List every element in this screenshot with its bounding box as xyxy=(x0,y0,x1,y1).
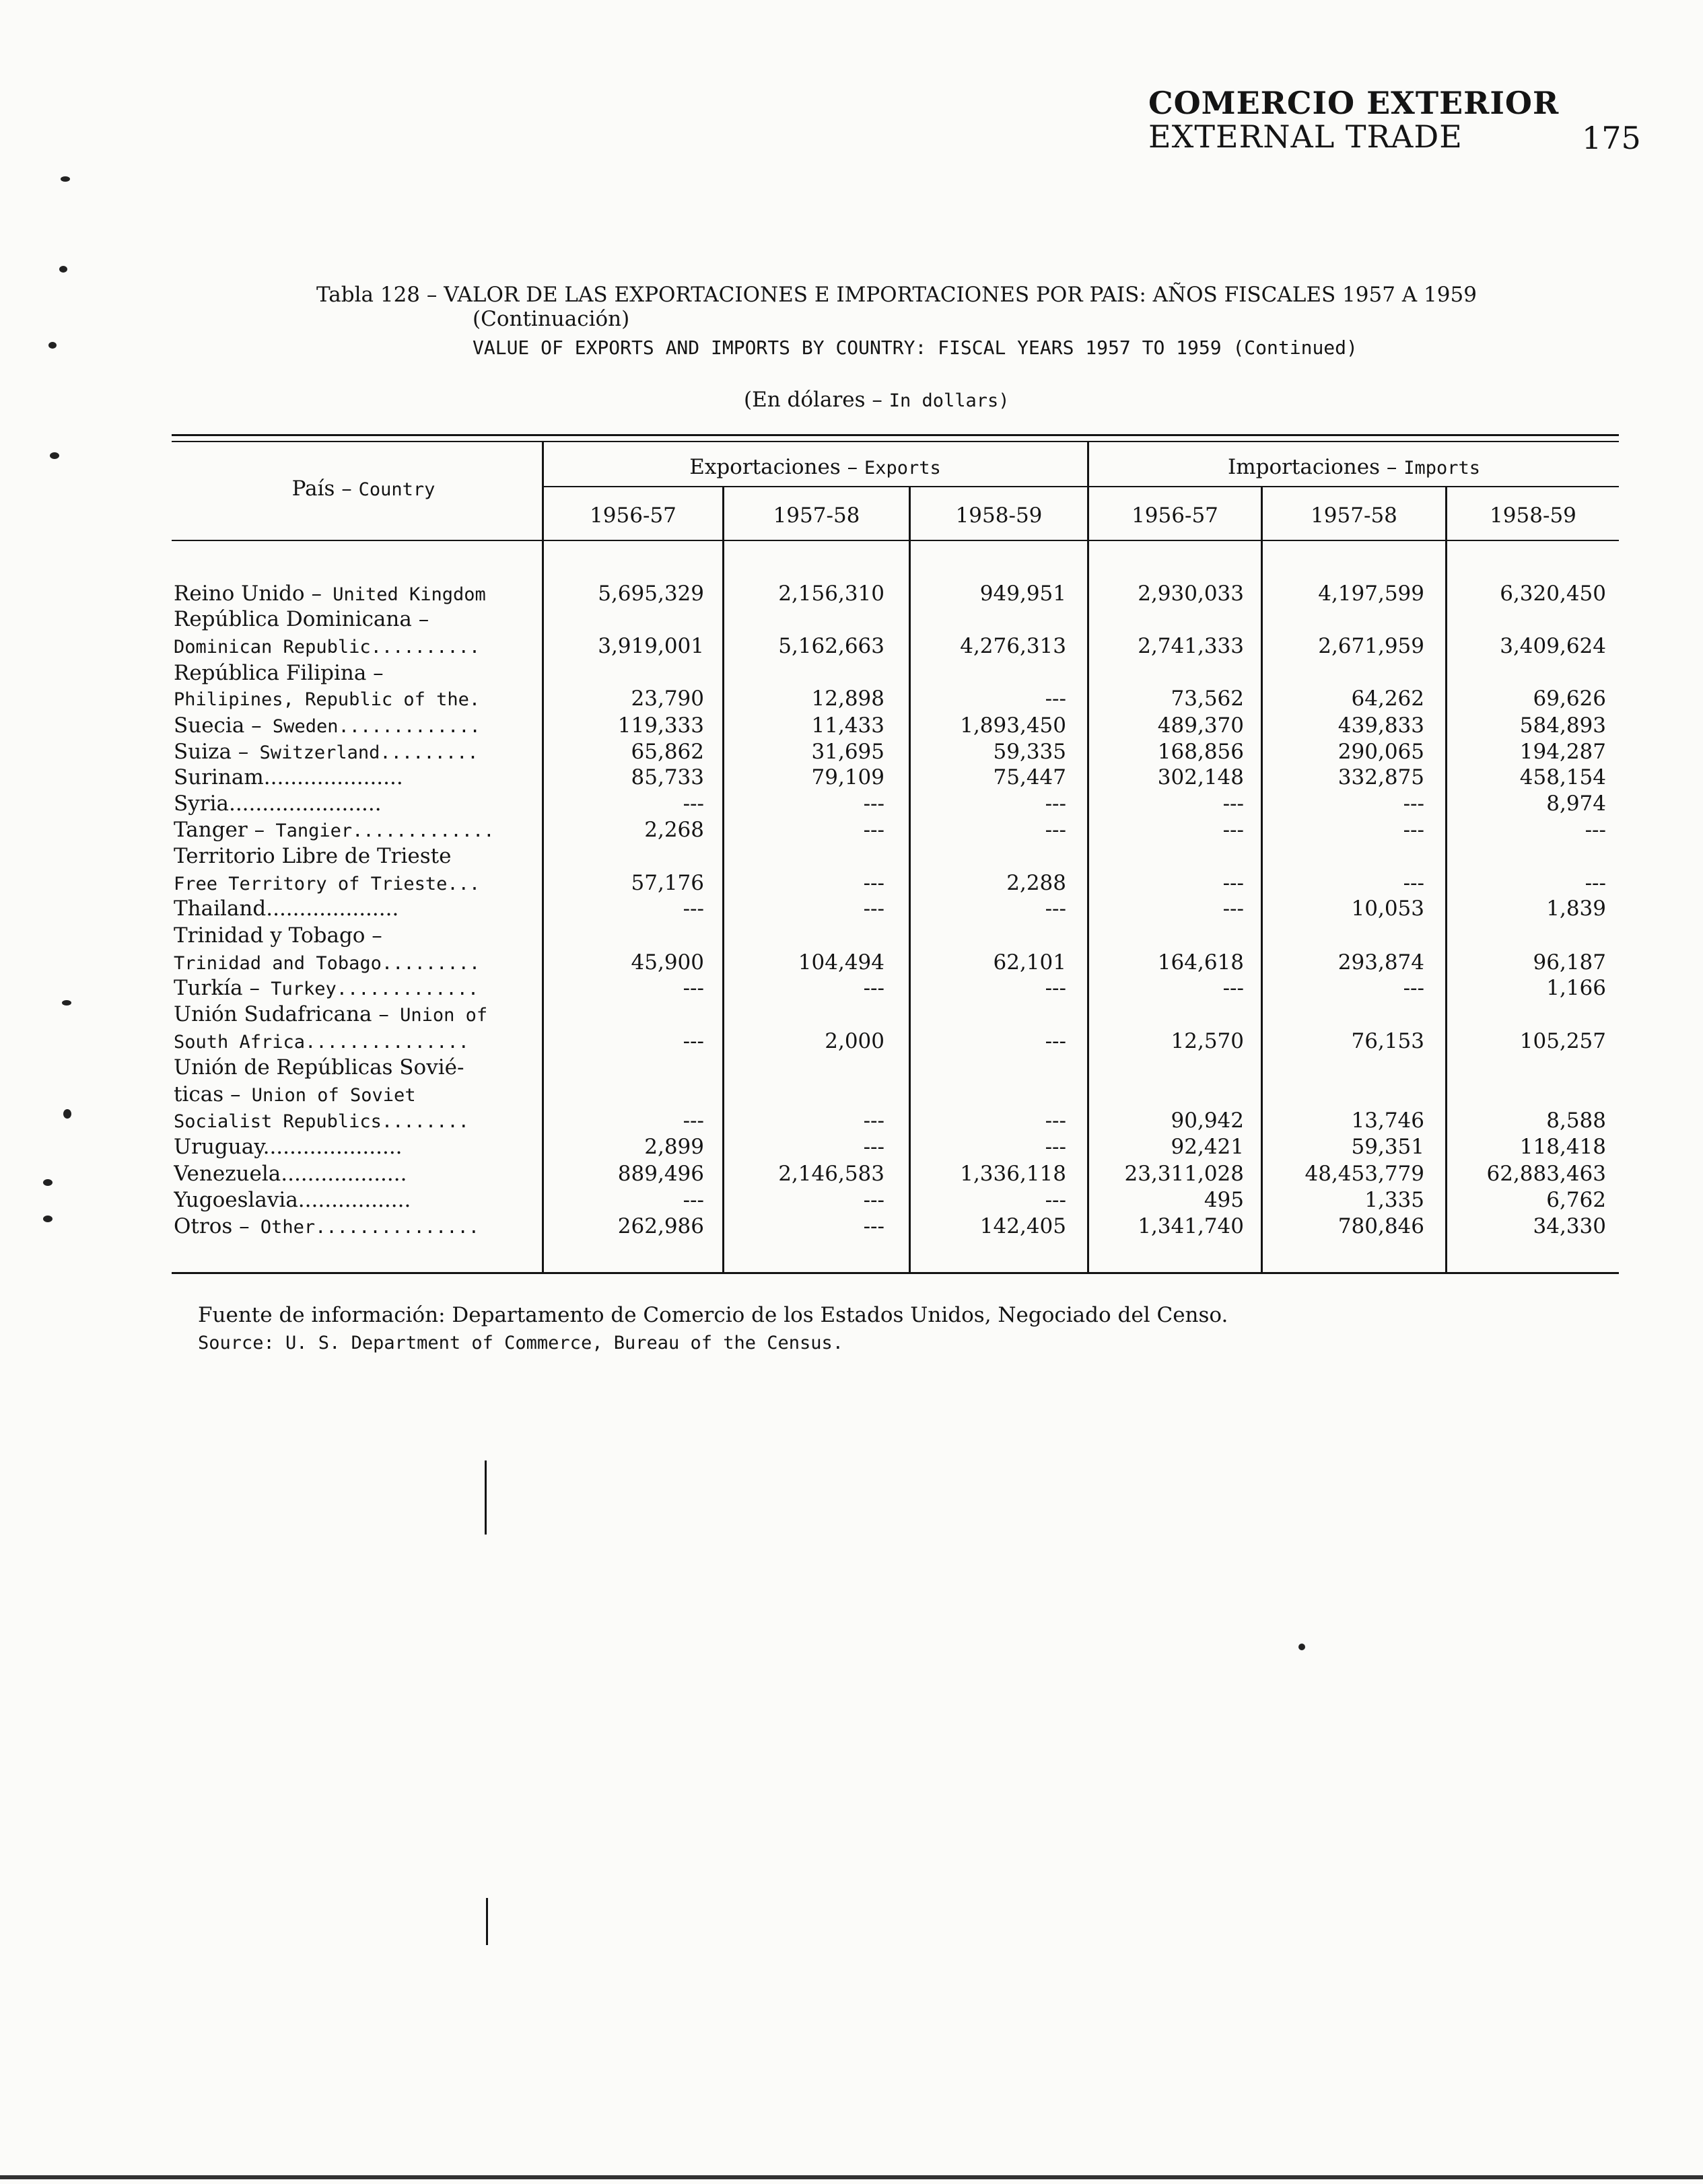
table-row xyxy=(0,843,1703,870)
row-label-es: Yugoeslavia................. xyxy=(174,1188,411,1212)
row-label-es: Territorio Libre de Trieste xyxy=(174,844,452,868)
table-row xyxy=(0,580,1703,607)
row-label xyxy=(174,685,537,713)
export-1956-57-cell: 85,733 xyxy=(631,765,704,789)
table-row xyxy=(0,922,1703,949)
import-1958-59-cell: --- xyxy=(1585,818,1606,842)
row-label-es: Venezuela................... xyxy=(174,1162,407,1186)
export-1956-57-cell: --- xyxy=(683,1188,704,1212)
header-bottom-rule xyxy=(172,540,1619,541)
export-1957-58-cell: 104,494 xyxy=(798,950,884,975)
exports-group-header xyxy=(544,455,1086,479)
row-label xyxy=(174,1001,537,1029)
table-row xyxy=(0,816,1703,843)
import-1958-59-cell: --- xyxy=(1585,871,1606,895)
import-1956-57-cell: 168,856 xyxy=(1157,740,1244,764)
import-1956-57-cell: 92,421 xyxy=(1171,1135,1244,1159)
export-1956-57-cell: 3,919,001 xyxy=(598,634,704,658)
scan-speck xyxy=(63,1109,71,1119)
import-1958-59-cell: 96,187 xyxy=(1533,950,1606,975)
export-1956-57-cell: 45,900 xyxy=(631,950,704,975)
export-1958-59-cell: --- xyxy=(1045,686,1066,711)
table-row xyxy=(0,712,1703,739)
export-1958-59-cell: --- xyxy=(1045,896,1066,921)
import-1956-57-cell: 90,942 xyxy=(1171,1108,1244,1133)
row-label xyxy=(174,870,537,898)
scan-mark xyxy=(485,1460,487,1535)
export-1958-59-cell: 75,447 xyxy=(993,765,1066,789)
export-1957-58-cell: 12,898 xyxy=(811,686,884,711)
row-label xyxy=(174,1107,537,1135)
row-label xyxy=(174,660,537,688)
page-number: 175 xyxy=(1582,120,1641,156)
row-label xyxy=(174,1054,537,1082)
import-1957-58-cell: --- xyxy=(1403,976,1424,1000)
export-1957-58-cell: --- xyxy=(863,1108,884,1133)
table-bottom-rule xyxy=(172,1272,1619,1274)
export-1956-57-cell: 65,862 xyxy=(631,740,704,764)
import-1957-58-cell: 59,351 xyxy=(1351,1135,1424,1159)
row-label xyxy=(174,1160,537,1189)
import-1958-59-cell: 8,974 xyxy=(1546,791,1606,816)
import-1956-57-cell: 12,570 xyxy=(1171,1029,1244,1053)
row-label-es: Surinam..................... xyxy=(174,765,403,789)
export-1957-58-cell: --- xyxy=(863,976,884,1000)
export-1957-58-cell: 2,000 xyxy=(825,1029,884,1053)
import-1958-59-cell: 3,409,624 xyxy=(1500,634,1606,658)
export-1957-58-cell: 31,695 xyxy=(811,740,884,764)
row-label-en: South Africa............... xyxy=(174,1032,469,1053)
export-1957-58-cell: --- xyxy=(863,871,884,895)
import-1956-57-cell: 2,930,033 xyxy=(1138,582,1244,606)
table-row xyxy=(0,1213,1703,1240)
scan-speck xyxy=(48,342,57,349)
export-1956-57-cell: 2,268 xyxy=(644,818,704,842)
table-row xyxy=(0,1001,1703,1028)
row-label-en: Tangier............. xyxy=(265,820,495,841)
import-1957-58-cell: 1,335 xyxy=(1364,1188,1424,1212)
row-label xyxy=(174,606,537,634)
import-1957-58-cell: --- xyxy=(1403,818,1424,842)
import-1956-57-cell: --- xyxy=(1222,896,1244,921)
export-1956-57-cell: 23,790 xyxy=(631,686,704,711)
import-1958-59-cell: 1,839 xyxy=(1546,896,1606,921)
row-label-es: Reino Unido – xyxy=(174,582,322,606)
row-label-es: Turkía – xyxy=(174,976,260,1000)
export-1956-57-cell: --- xyxy=(683,1108,704,1133)
export-1958-59-cell: --- xyxy=(1045,791,1066,816)
export-1958-59-cell: --- xyxy=(1045,818,1066,842)
units-es: (En dólares – xyxy=(744,388,882,412)
import-1956-57-cell: 73,562 xyxy=(1171,686,1244,711)
row-label xyxy=(174,790,537,818)
import-1956-57-cell: 1,341,740 xyxy=(1138,1214,1244,1238)
import-1956-57-cell: 23,311,028 xyxy=(1124,1162,1244,1186)
row-label xyxy=(174,633,537,661)
year-header: 1957-58 xyxy=(773,503,860,528)
row-label-es: ticas – xyxy=(174,1082,241,1106)
import-1957-58-cell: 290,065 xyxy=(1337,740,1424,764)
row-label-en: Philipines, Republic of the. xyxy=(174,689,481,710)
row-label-es: Unión de Repúblicas Sovié- xyxy=(174,1055,464,1080)
import-1957-58-cell: --- xyxy=(1403,871,1424,895)
import-1957-58-cell: 439,833 xyxy=(1337,713,1424,738)
row-label-en: Free Territory of Trieste... xyxy=(174,874,481,894)
units-note xyxy=(744,388,1010,412)
export-1957-58-cell: --- xyxy=(863,1135,884,1159)
imports-header-en: Imports xyxy=(1403,458,1481,479)
row-label-es: Uruguay..................... xyxy=(174,1135,403,1159)
units-en: In dollars) xyxy=(889,390,1010,411)
export-1958-59-cell: 949,951 xyxy=(979,582,1066,606)
import-1958-59-cell: 1,166 xyxy=(1546,976,1606,1000)
row-label-es: Suecia – xyxy=(174,713,262,738)
export-1957-58-cell: 79,109 xyxy=(811,765,884,789)
import-1956-57-cell: 164,618 xyxy=(1157,950,1244,975)
table-title-en: VALUE OF EXPORTS AND IMPORTS BY COUNTRY: FISCAL YEARS 1957 TO 1959 (Continued) xyxy=(473,337,1358,359)
import-1958-59-cell: 118,418 xyxy=(1519,1135,1606,1159)
imports-header-es: Importaciones – xyxy=(1227,455,1397,479)
scan-speck xyxy=(59,266,67,273)
row-label-es: Otros – xyxy=(174,1214,250,1238)
header-title-es: COMERCIO EXTERIOR xyxy=(1148,85,1560,121)
scan-speck xyxy=(43,1216,53,1222)
table-row xyxy=(0,660,1703,686)
import-1957-58-cell: 10,053 xyxy=(1351,896,1424,921)
row-label xyxy=(174,712,537,740)
scan-speck xyxy=(50,452,59,459)
country-header-es: País – xyxy=(291,477,352,501)
table-row xyxy=(0,1081,1703,1108)
row-label-en: Socialist Republics........ xyxy=(174,1111,469,1132)
import-1957-58-cell: 76,153 xyxy=(1351,1029,1424,1053)
header-title-en: EXTERNAL TRADE xyxy=(1148,118,1463,155)
export-1956-57-cell: 262,986 xyxy=(617,1214,704,1238)
table-row xyxy=(0,1133,1703,1160)
year-header: 1957-58 xyxy=(1311,503,1397,528)
table-row xyxy=(0,1107,1703,1134)
export-1958-59-cell: --- xyxy=(1045,1188,1066,1212)
table-row xyxy=(0,1028,1703,1055)
row-label-en: Switzerland......... xyxy=(248,742,479,763)
row-label-es: Thailand.................... xyxy=(174,896,399,921)
export-1956-57-cell: 2,899 xyxy=(644,1135,704,1159)
export-1956-57-cell: --- xyxy=(683,976,704,1000)
import-1956-57-cell: 495 xyxy=(1204,1188,1244,1212)
export-1958-59-cell: 1,893,450 xyxy=(960,713,1066,738)
table-row xyxy=(0,738,1703,765)
row-label-es: Suiza – xyxy=(174,740,249,764)
row-label-en: United Kingdom xyxy=(321,584,486,605)
running-header xyxy=(1148,86,1620,153)
scan-speck xyxy=(43,1179,53,1186)
row-label-es: Trinidad y Tobago – xyxy=(174,923,382,948)
source-note xyxy=(198,1300,1228,1357)
table-row xyxy=(0,790,1703,817)
export-1958-59-cell: --- xyxy=(1045,976,1066,1000)
row-label xyxy=(174,1187,537,1215)
table-top-rule-inner xyxy=(172,441,1619,442)
import-1958-59-cell: 62,883,463 xyxy=(1486,1162,1606,1186)
import-1958-59-cell: 105,257 xyxy=(1519,1029,1606,1053)
scan-speck xyxy=(1298,1644,1305,1650)
row-label xyxy=(174,738,537,767)
export-1957-58-cell: 11,433 xyxy=(811,713,884,738)
import-1956-57-cell: 489,370 xyxy=(1157,713,1244,738)
import-1957-58-cell: 332,875 xyxy=(1337,765,1424,789)
row-label-es: República Dominicana – xyxy=(174,607,429,631)
row-label-es: Tanger – xyxy=(174,818,265,842)
import-1956-57-cell: --- xyxy=(1222,818,1244,842)
row-label xyxy=(174,1213,537,1241)
import-1957-58-cell: 293,874 xyxy=(1337,950,1424,975)
export-1956-57-cell: --- xyxy=(683,896,704,921)
table-row xyxy=(0,975,1703,1001)
row-label xyxy=(174,1133,537,1162)
import-1956-57-cell: 2,741,333 xyxy=(1138,634,1244,658)
import-1957-58-cell: 48,453,779 xyxy=(1305,1162,1424,1186)
export-1958-59-cell: 1,336,118 xyxy=(960,1162,1066,1186)
row-label-en: Union of Soviet xyxy=(240,1085,416,1106)
page-edge xyxy=(0,2175,1703,2179)
table-row xyxy=(0,1054,1703,1081)
export-1958-59-cell: 4,276,313 xyxy=(960,634,1066,658)
table-row xyxy=(0,949,1703,976)
row-label xyxy=(174,1081,537,1109)
row-label xyxy=(174,975,537,1003)
export-1957-58-cell: --- xyxy=(863,791,884,816)
import-1957-58-cell: 780,846 xyxy=(1337,1214,1424,1238)
group-header-rule xyxy=(542,486,1619,487)
table-row xyxy=(0,1160,1703,1187)
table-title-continuation: (Continuación) xyxy=(473,307,630,331)
export-1957-58-cell: --- xyxy=(863,896,884,921)
imports-group-header xyxy=(1089,455,1619,479)
export-1958-59-cell: --- xyxy=(1045,1029,1066,1053)
import-1958-59-cell: 6,762 xyxy=(1546,1188,1606,1212)
export-1957-58-cell: 2,156,310 xyxy=(778,582,884,606)
export-1958-59-cell: 62,101 xyxy=(993,950,1066,975)
table-row xyxy=(0,1187,1703,1213)
table-top-rule xyxy=(172,434,1619,436)
export-1957-58-cell: --- xyxy=(863,818,884,842)
export-1957-58-cell: 5,162,663 xyxy=(778,634,884,658)
row-label xyxy=(174,580,537,608)
export-1957-58-cell: 2,146,583 xyxy=(778,1162,884,1186)
export-1956-57-cell: --- xyxy=(683,791,704,816)
row-label-en: Trinidad and Tobago......... xyxy=(174,953,481,974)
country-header-en: Country xyxy=(358,479,436,500)
row-label xyxy=(174,895,537,923)
import-1958-59-cell: 6,320,450 xyxy=(1500,582,1606,606)
row-label-es: Syria....................... xyxy=(174,791,382,816)
exports-header-en: Exports xyxy=(864,458,941,479)
import-1956-57-cell: --- xyxy=(1222,791,1244,816)
import-1956-57-cell: --- xyxy=(1222,871,1244,895)
row-label xyxy=(174,949,537,977)
row-label xyxy=(174,764,537,792)
row-label-es: Unión Sudafricana – xyxy=(174,1002,389,1026)
import-1956-57-cell: --- xyxy=(1222,976,1244,1000)
export-1956-57-cell: 889,496 xyxy=(617,1162,704,1186)
source-en: Source: U. S. Department of Commerce, Bureau of the Census. xyxy=(198,1333,844,1353)
row-label xyxy=(174,843,537,871)
import-1958-59-cell: 194,287 xyxy=(1519,740,1606,764)
import-1958-59-cell: 458,154 xyxy=(1519,765,1606,789)
exports-header-es: Exportaciones – xyxy=(689,455,858,479)
export-1957-58-cell: --- xyxy=(863,1188,884,1212)
row-label-en: Union of xyxy=(388,1005,488,1026)
row-label-en: Turkey............. xyxy=(260,979,479,999)
table-row xyxy=(0,606,1703,633)
source-es: Fuente de información: Departamento de Comercio de los Estados Unidos, Negociado del Censo. xyxy=(198,1303,1228,1327)
table-row xyxy=(0,685,1703,712)
country-column-header xyxy=(202,477,525,501)
export-1958-59-cell: --- xyxy=(1045,1135,1066,1159)
export-1958-59-cell: --- xyxy=(1045,1108,1066,1133)
row-label-en: Other............... xyxy=(249,1217,479,1238)
year-header: 1956-57 xyxy=(590,503,676,528)
export-1956-57-cell: 57,176 xyxy=(631,871,704,895)
import-1958-59-cell: 584,893 xyxy=(1519,713,1606,738)
row-label-es: República Filipina – xyxy=(174,661,384,685)
import-1956-57-cell: 302,148 xyxy=(1157,765,1244,789)
table-title-es: Tabla 128 – VALOR DE LAS EXPORTACIONES E IMPORTACIONES POR PAIS: AÑOS FISCALES 1957 A 1959 xyxy=(316,283,1477,307)
scan-speck xyxy=(62,1000,71,1006)
import-1958-59-cell: 34,330 xyxy=(1533,1214,1606,1238)
export-1956-57-cell: 5,695,329 xyxy=(598,582,704,606)
row-label xyxy=(174,922,537,950)
export-1958-59-cell: 2,288 xyxy=(1006,871,1066,895)
import-1957-58-cell: 13,746 xyxy=(1351,1108,1424,1133)
year-header: 1956-57 xyxy=(1132,503,1218,528)
import-1957-58-cell: 4,197,599 xyxy=(1318,582,1424,606)
export-1958-59-cell: 59,335 xyxy=(993,740,1066,764)
export-1957-58-cell: --- xyxy=(863,1214,884,1238)
table-row xyxy=(0,870,1703,896)
scan-speck xyxy=(61,176,70,182)
row-label xyxy=(174,816,537,845)
import-1958-59-cell: 69,626 xyxy=(1533,686,1606,711)
table-row xyxy=(0,633,1703,660)
export-1958-59-cell: 142,405 xyxy=(979,1214,1066,1238)
row-label-en: Sweden............. xyxy=(261,716,481,737)
export-1956-57-cell: --- xyxy=(683,1029,704,1053)
table-row xyxy=(0,764,1703,791)
row-label xyxy=(174,1028,537,1056)
export-1956-57-cell: 119,333 xyxy=(617,713,704,738)
import-1958-59-cell: 8,588 xyxy=(1546,1108,1606,1133)
row-label-en: Dominican Republic.......... xyxy=(174,637,481,658)
import-1957-58-cell: --- xyxy=(1403,791,1424,816)
scan-mark xyxy=(486,1898,488,1945)
import-1957-58-cell: 2,671,959 xyxy=(1318,634,1424,658)
table-row xyxy=(0,895,1703,922)
year-header: 1958-59 xyxy=(1490,503,1576,528)
import-1957-58-cell: 64,262 xyxy=(1351,686,1424,711)
year-header: 1958-59 xyxy=(955,503,1043,528)
